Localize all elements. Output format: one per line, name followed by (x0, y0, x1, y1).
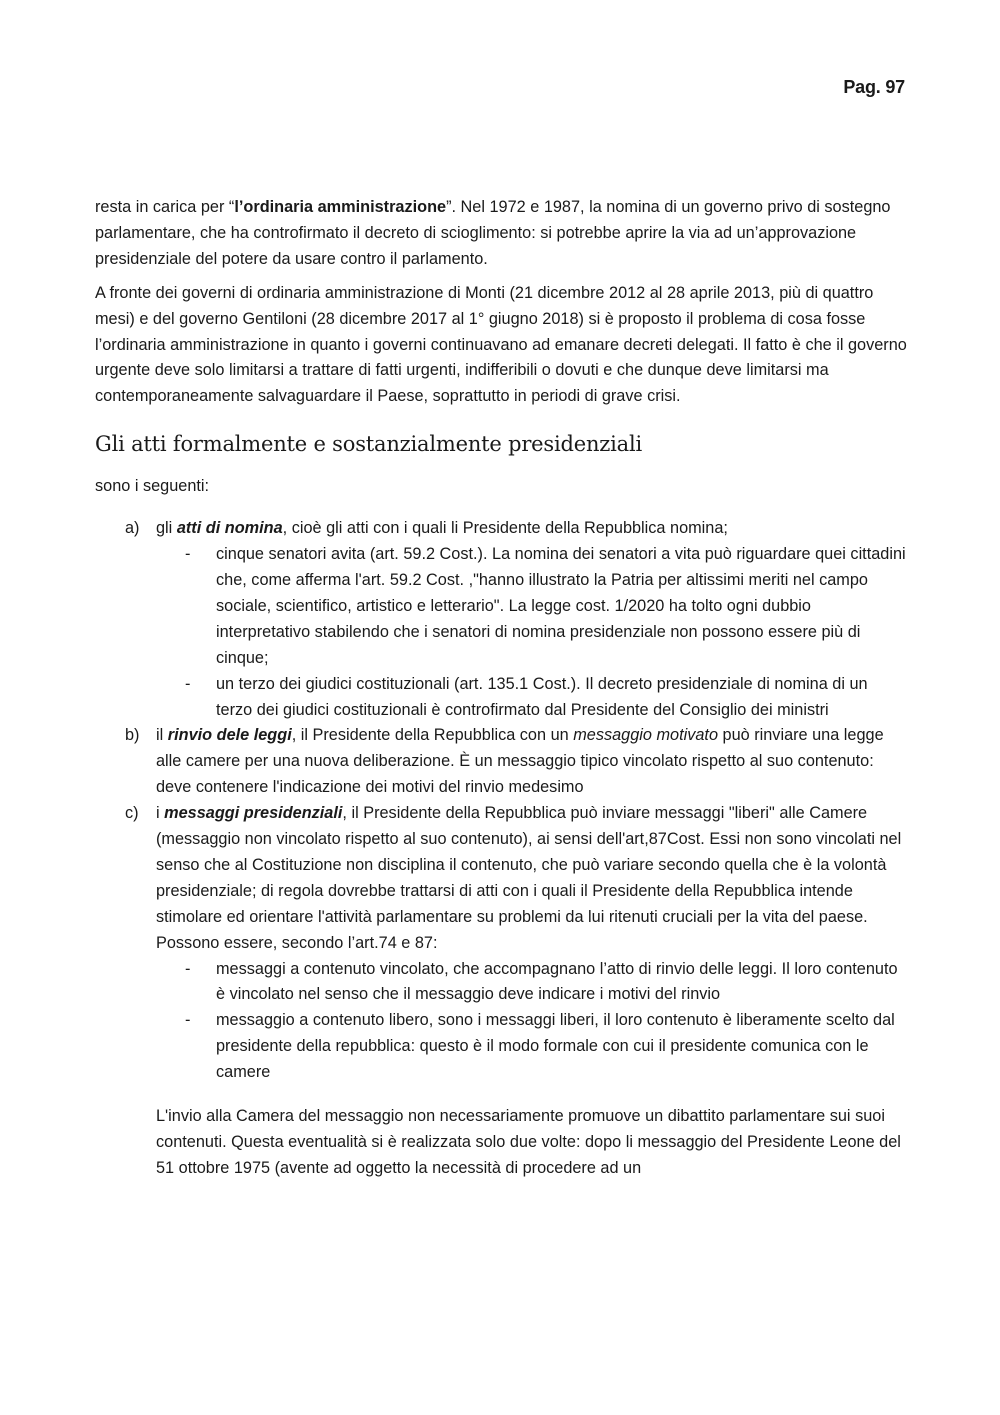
paragraph-ordinaria-amministrazione (95, 195, 907, 273)
dash-marker: - (185, 545, 191, 564)
sub-item-text: cinque senatori avita (art. 59.2 Cost.). La nomina dei senatori a vita può riguardare quei cittadini che, come afferma l'art. 59.2 Cost. ,"hanno illustrato la Patria per altissimi meriti nel campo sociale, scientifico, artistico e letterario". La legge cost. 1/2020 ha tolto ogni dubbio interpretativo stabilendo che i senatori di nomina presidenziale non possono essere più di cinque; (216, 545, 906, 667)
paragraph-governi-monti-gentiloni: A fronte dei governi di ordinaria amministrazione di Monti (21 dicembre 2012 al 28 aprile 2013, più di quattro mesi) e del governo Gentiloni (28 dicembre 2017 al 1° giugno 2018) si è proposto il problema di cosa fosse l’ordinaria amministrazione in quanto i governi continuavano ad emanare decreti delegati. Il fatto è che il governo urgente deve solo limitarsi a trattare di fatti urgenti, indifferibili o dovuti e che dunque deve limitarsi ma contemporaneamente salvaguardare il Paese, soprattutto in periodi di grave crisi. (95, 283, 907, 406)
list-item-c (95, 801, 907, 956)
paragraph-text: ”. Nel 1972 e 1987, la nomina di un governo privo di sostegno parlamentare, che ha controfirmato il decreto di scioglimento: si potrebbe aprire la via ad un’approvazione presidenziale del potere da usare contro il parlamento. (95, 198, 891, 268)
list-marker: a) (125, 519, 140, 538)
bold-term: l’ordinaria amministrazione (234, 198, 447, 216)
list-marker: b) (125, 726, 140, 745)
page-number: Pag. 97 (843, 77, 905, 97)
paragraph-text: resta in carica per “ (95, 198, 235, 216)
sub-item-text: un terzo dei giudici costituzionali (art. 135.1 Cost.). Il decreto presidenziale di nomina di un terzo dei giudici costituzionali è controfirmato dal Presidente del Consiglio dei ministri (216, 674, 868, 719)
item-text: , il Presidente della Repubblica può inviare messaggi "liberi" alle Camere (messaggio non vincolato rispetto al suo contenuto), ai sensi dell'art,87Cost. Essi non sono vincolati nel senso che al Costituzione non disciplina il contenuto, che può variare secondo quella che è la volontà presidenziale; di regola dovrebbe trattarsi di atti con i quali il Presidente della Repubblica intende stimolare ed orientare l'attività parlamentare su problemi da lui ritenuti cruciali per la vita del paese. Possono essere, secondo l’art.74 e 87: (156, 804, 902, 952)
item-text: i (156, 804, 165, 823)
list-item-b (95, 723, 907, 801)
section-heading: Gli atti formalmente e sostanzialmente presidenziali (95, 432, 643, 457)
bold-italic-term: rinvio dele leggi (167, 726, 292, 745)
dash-marker: - (185, 959, 191, 978)
document-body (95, 195, 907, 1190)
item-text: , il Presidente della Repubblica con un (291, 726, 574, 745)
bold-italic-term: messaggi presidenziali (164, 804, 343, 823)
list-item-a (95, 516, 907, 542)
sub-list-c (95, 957, 907, 1087)
item-text: può rinviare una legge alle camere per una nuova deliberazione. È un messaggio tipico vincolato rispetto al suo contenuto: deve contenere l'indicazione dei motivi del rinvio medesimo (156, 726, 884, 797)
sub-item-contenuto-libero (95, 1008, 907, 1086)
sub-list-a (95, 542, 907, 723)
intro-text: sono i seguenti: (95, 477, 210, 496)
bold-italic-term: atti di nomina (176, 519, 283, 538)
italic-term: messaggio motivato (573, 726, 718, 745)
sub-item-text: messaggio a contenuto libero, sono i messaggi liberi, il loro contenuto è liberamente scelto dal presidente della repubblica: questo è il modo formale con cui il presidente comunica con le camere (216, 1011, 895, 1082)
closing-paragraph: L'invio alla Camera del messaggio non necessariamente promuove un dibattito parlamentare sui suoi contenuti. Questa eventualità si è realizzata solo due volte: dopo li messaggio del Presidente Leone del 51 ottobre 1975 (avente ad oggetto la necessità di procedere ad un (156, 1107, 901, 1177)
sub-item-contenuto-vincolato (95, 957, 907, 1009)
item-text: , cioè gli atti con i quali li Presidente della Repubblica nomina; (282, 519, 728, 538)
list-marker: c) (125, 804, 139, 823)
sub-item-text: messaggi a contenuto vincolato, che accompagnano l’atto di rinvio delle leggi. Il loro contenuto è vincolato nel senso che il messaggio deve indicare i motivi del rinvio (216, 959, 898, 1004)
item-text: il (156, 726, 168, 745)
item-text: gli (156, 519, 177, 538)
sub-item-giudici-costituzionali (95, 672, 907, 724)
sub-item-senatori-vita (95, 542, 907, 672)
dash-marker: - (185, 1011, 191, 1030)
dash-marker: - (185, 674, 191, 693)
